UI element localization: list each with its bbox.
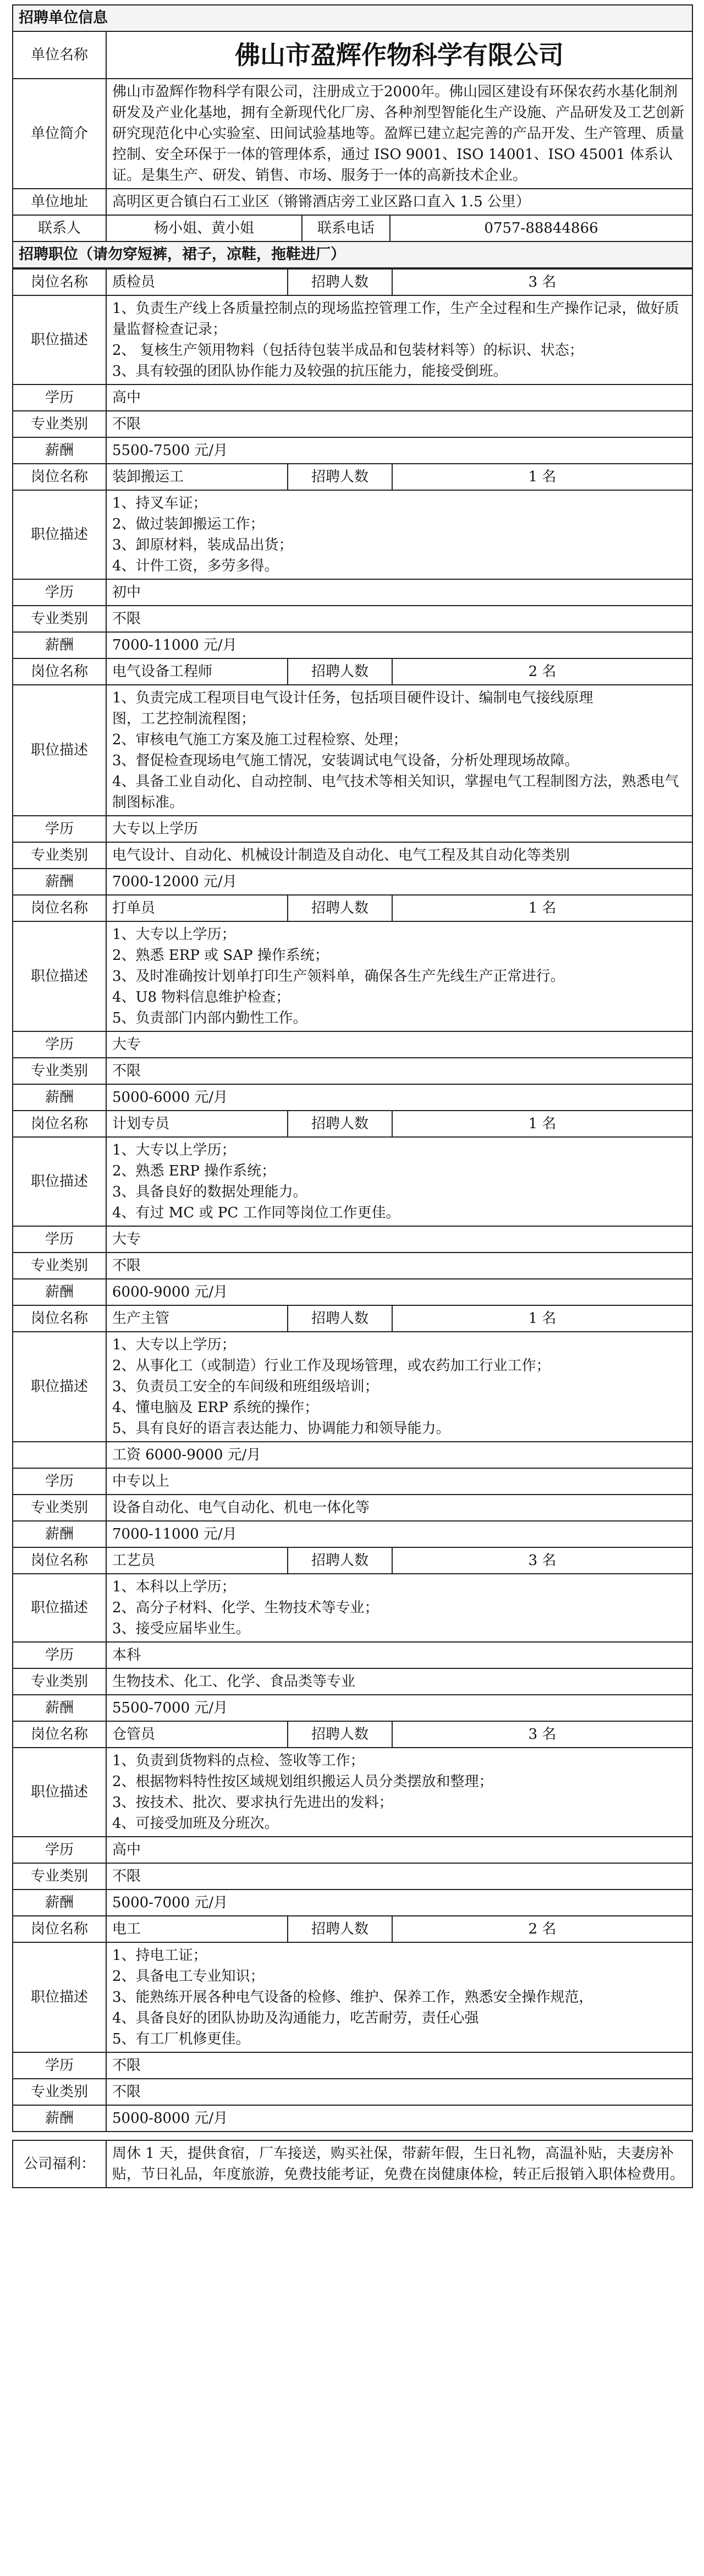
job-header-row — [13, 269, 692, 295]
job-desc-row — [13, 1942, 692, 2052]
count-label: 招聘人数 — [288, 269, 392, 295]
job-title: 生产主管 — [106, 1305, 288, 1332]
major-label: 专业类别 — [13, 411, 106, 437]
post-label: 岗位名称 — [13, 1305, 106, 1332]
salary-label: 薪酬 — [13, 869, 106, 895]
post-label: 岗位名称 — [13, 1721, 106, 1748]
recruitment-sheet — [12, 4, 692, 2188]
desc-line: 3、具备良好的数据处理能力。 — [112, 1184, 307, 1200]
job-description — [106, 685, 692, 816]
salary-label: 薪酬 — [13, 1279, 106, 1305]
job-description — [106, 490, 692, 579]
edu-label: 学历 — [13, 1837, 106, 1863]
benefits-label: 公司福利： — [13, 2140, 106, 2188]
job-count: 3 名 — [392, 269, 692, 295]
job-edu-row — [13, 1031, 692, 1058]
desc-line: 3、接受应届毕业生。 — [112, 1621, 250, 1637]
desc-line: 2、具备电工专业知识； — [112, 1968, 265, 1985]
desc-line: 4、U8 物料信息维护检查； — [112, 989, 290, 1006]
job-desc-row — [13, 1137, 692, 1226]
job-description — [106, 1574, 692, 1642]
desc-line: 1、大专以上学历； — [112, 1337, 236, 1353]
desc-line: 4、有过 MC 或 PC 工作同等岗位工作更佳。 — [112, 1205, 400, 1221]
job-description — [106, 1748, 692, 1837]
salary-label: 薪酬 — [13, 437, 106, 464]
salary-label: 薪酬 — [13, 1521, 106, 1547]
post-label: 岗位名称 — [13, 658, 106, 685]
job-major-row — [13, 1668, 692, 1695]
desc-line: 4、懂电脑及 ERP 系统的操作； — [112, 1399, 319, 1416]
desc-line: 4、可接受加班及分班次。 — [112, 1815, 279, 1832]
post-label: 岗位名称 — [13, 895, 106, 921]
desc-line: 2、 复核生产领用物料（包括待包装半成品和包装材料等）的标识、状态； — [112, 342, 584, 359]
major-label: 专业类别 — [13, 1863, 106, 1890]
desc-line: 2、高分子材料、化学、生物技术等专业； — [112, 1600, 379, 1616]
desc-line: 3、具有较强的团队协作能力及较强的抗压能力，能接受倒班。 — [112, 363, 508, 380]
desc-line: 3、及时准确按计划单打印生产领料单，确保各生产先线生产正常进行。 — [112, 968, 565, 985]
count-label: 招聘人数 — [288, 1305, 392, 1332]
job-education: 中专以上 — [106, 1468, 692, 1495]
major-label: 专业类别 — [13, 606, 106, 632]
company-intro-label: 单位简介 — [13, 79, 106, 189]
job-description — [106, 1332, 692, 1442]
job-salary-row — [13, 1521, 692, 1547]
salary-note-row — [13, 1442, 692, 1468]
edu-label: 学历 — [13, 579, 106, 606]
edu-label: 学历 — [13, 1226, 106, 1253]
job-education: 大专 — [106, 1226, 692, 1253]
job-description — [106, 1942, 692, 2052]
desc-line: 5、负责部门内部内勤性工作。 — [112, 1010, 307, 1026]
desc-line: 3、负责员工安全的车间级和班组级培训； — [112, 1378, 379, 1395]
job-education: 大专 — [106, 1031, 692, 1058]
benefits-text: 周休 1 天，提供食宿，厂车接送，购买社保，带薪年假，生日礼物，高温补贴，夫妻房补贴，节日礼品，年度旅游，免费技能考证，免费在岗健康体检，转正后报销入职体检费用。 — [106, 2140, 692, 2188]
job-title: 电气设备工程师 — [106, 658, 288, 685]
contact-person: 杨小姐、黄小姐 — [106, 215, 302, 241]
desc-line: 3、督促检查现场电气施工情况，安装调试电气设备，分析处理现场故障。 — [112, 753, 579, 769]
desc-line: 2、熟悉 ERP 操作系统； — [112, 1163, 276, 1179]
job-header-row — [13, 1721, 692, 1748]
desc-label: 职位描述 — [13, 1137, 106, 1226]
desc-line: 1、负责完成工程项目电气设计任务，包括项目硬件设计、编制电气接线原理 — [112, 690, 593, 706]
major-label: 专业类别 — [13, 1058, 106, 1084]
phone-label: 联系电话 — [302, 215, 390, 241]
count-label: 招聘人数 — [288, 464, 392, 490]
job-salary-row — [13, 632, 692, 658]
count-label: 招聘人数 — [288, 895, 392, 921]
job-salary: 5500-7000 元/月 — [106, 1695, 692, 1721]
job-count: 2 名 — [392, 1916, 692, 1942]
job-title: 工艺员 — [106, 1547, 288, 1574]
job-header-row — [13, 1916, 692, 1942]
desc-label: 职位描述 — [13, 490, 106, 579]
job-edu-row — [13, 1468, 692, 1495]
count-label: 招聘人数 — [288, 1721, 392, 1748]
job-edu-row — [13, 1226, 692, 1253]
salary-label: 薪酬 — [13, 2105, 106, 2132]
job-salary: 7000-11000 元/月 — [106, 1521, 692, 1547]
job-header-row — [13, 1547, 692, 1574]
desc-line: 4、计件工资，多劳多得。 — [112, 558, 279, 574]
company-name: 佛山市盈辉作物科学有限公司 — [106, 31, 692, 79]
job-salary-row — [13, 1890, 692, 1916]
job-salary: 7000-12000 元/月 — [106, 869, 692, 895]
job-major-row — [13, 1253, 692, 1279]
job-major: 不限 — [106, 1863, 692, 1890]
desc-line: 1、持叉车证； — [112, 495, 207, 512]
job-edu-row — [13, 816, 692, 842]
benefits-table — [12, 2140, 693, 2188]
job-edu-row — [13, 385, 692, 411]
major-label: 专业类别 — [13, 1253, 106, 1279]
desc-line: 1、持电工证； — [112, 1947, 207, 1964]
job-title: 装卸搬运工 — [106, 464, 288, 490]
job-count: 3 名 — [392, 1547, 692, 1574]
count-label: 招聘人数 — [288, 1111, 392, 1137]
job-description — [106, 921, 692, 1031]
salary-note: 工资 6000-9000 元/月 — [106, 1442, 692, 1468]
job-major-row — [13, 842, 692, 869]
job-major-row — [13, 1058, 692, 1084]
job-edu-row — [13, 2052, 692, 2079]
count-label: 招聘人数 — [288, 658, 392, 685]
job-edu-row — [13, 579, 692, 606]
job-education: 大专以上学历 — [106, 816, 692, 842]
edu-label: 学历 — [13, 1031, 106, 1058]
desc-line: 4、具备良好的团队协助及沟通能力，吃苦耐劳，责任心强 — [112, 2010, 479, 2026]
desc-label: 职位描述 — [13, 1332, 106, 1442]
edu-label: 学历 — [13, 2052, 106, 2079]
edu-label: 学历 — [13, 1642, 106, 1668]
desc-line: 3、能熟练开展各种电气设备的检修、维护、保养工作，熟悉安全操作规范， — [112, 1989, 593, 2006]
post-label: 岗位名称 — [13, 1547, 106, 1574]
job-description — [106, 1137, 692, 1226]
job-major: 不限 — [106, 606, 692, 632]
job-title: 打单员 — [106, 895, 288, 921]
salary-label: 薪酬 — [13, 632, 106, 658]
jobs-table — [12, 268, 693, 2132]
job-salary-row — [13, 1695, 692, 1721]
job-count: 1 名 — [392, 1111, 692, 1137]
salary-note-spacer — [13, 1442, 106, 1468]
job-salary: 6000-9000 元/月 — [106, 1279, 692, 1305]
job-education: 不限 — [106, 2052, 692, 2079]
job-desc-row — [13, 295, 692, 385]
job-major: 不限 — [106, 2079, 692, 2105]
desc-line: 5、有工厂机修更佳。 — [112, 2031, 250, 2047]
desc-line: 2、做过装卸搬运工作； — [112, 516, 265, 532]
job-header-row — [13, 895, 692, 921]
section-title-jobs: 招聘职位（请勿穿短裤，裙子，凉鞋，拖鞋进厂） — [13, 241, 692, 268]
contact-label: 联系人 — [13, 215, 106, 241]
section-title-company: 招聘单位信息 — [13, 5, 692, 31]
desc-line: 1、大专以上学历； — [112, 926, 236, 943]
desc-line: 1、负责到货物料的点检、签收等工作； — [112, 1753, 365, 1769]
job-edu-row — [13, 1837, 692, 1863]
job-desc-row — [13, 921, 692, 1031]
desc-label: 职位描述 — [13, 921, 106, 1031]
edu-label: 学历 — [13, 385, 106, 411]
desc-label: 职位描述 — [13, 1942, 106, 2052]
job-major-row — [13, 2079, 692, 2105]
company-name-label: 单位名称 — [13, 31, 106, 79]
job-count: 2 名 — [392, 658, 692, 685]
job-salary: 7000-11000 元/月 — [106, 632, 692, 658]
salary-label: 薪酬 — [13, 1084, 106, 1111]
job-major: 生物技术、化工、化学、食品类等专业 — [106, 1668, 692, 1695]
job-major: 设备自动化、电气自动化、机电一体化等 — [106, 1495, 692, 1521]
job-major-row — [13, 606, 692, 632]
job-title: 质检员 — [106, 269, 288, 295]
job-header-row — [13, 658, 692, 685]
job-salary-row — [13, 1279, 692, 1305]
job-count: 3 名 — [392, 1721, 692, 1748]
job-salary-row — [13, 437, 692, 464]
edu-label: 学历 — [13, 816, 106, 842]
desc-line: 2、从事化工（或制造）行业工作及现场管理，或农药加工行业工作； — [112, 1358, 551, 1374]
major-label: 专业类别 — [13, 1668, 106, 1695]
desc-line: 4、具备工业自动化、自动控制、电气技术等相关知识，掌握电气工程制图方法，熟悉电气制图标准。 — [112, 773, 679, 811]
desc-line: 2、熟悉 ERP 或 SAP 操作系统； — [112, 947, 329, 964]
desc-line: 5、具有良好的语言表达能力、协调能力和领导能力。 — [112, 1420, 450, 1437]
job-education: 初中 — [106, 579, 692, 606]
job-education: 高中 — [106, 1837, 692, 1863]
desc-label: 职位描述 — [13, 1574, 106, 1642]
job-count: 1 名 — [392, 895, 692, 921]
desc-label: 职位描述 — [13, 1748, 106, 1837]
company-intro: 佛山市盈辉作物科学有限公司，注册成立于2000年。佛山园区建设有环保农药水基化制剂研发及产业化基地，拥有全新现代化厂房、各种剂型智能化生产设施、产品研发及工艺创新研究现范化中心实验室、田间试验基地等。盈辉已建立起完善的产品开发、生产管理、质量控制、安全环保于一体的管理体系，通过 ISO 9001、ISO 14001、ISO 45001 体系认证。是集生产、研发、销售、市场、服务于一体的高新技术企业。 — [106, 79, 692, 189]
company-info-table — [12, 4, 693, 268]
job-desc-row — [13, 490, 692, 579]
job-desc-row — [13, 1332, 692, 1442]
desc-line: 1、负责生产线上各质量控制点的现场监控管理工作，生产全过程和生产操作记录，做好质量监督检查记录； — [112, 300, 679, 338]
major-label: 专业类别 — [13, 842, 106, 869]
desc-line: 图，工艺控制流程图； — [112, 711, 256, 727]
job-major: 电气设计、自动化、机械设计制造及自动化、电气工程及其自动化等类别 — [106, 842, 692, 869]
job-edu-row — [13, 1642, 692, 1668]
desc-line: 2、审核电气施工方案及施工过程检察、处理； — [112, 732, 408, 748]
post-label: 岗位名称 — [13, 1111, 106, 1137]
post-label: 岗位名称 — [13, 464, 106, 490]
post-label: 岗位名称 — [13, 1916, 106, 1942]
major-label: 专业类别 — [13, 2079, 106, 2105]
job-major: 不限 — [106, 1058, 692, 1084]
job-desc-row — [13, 1574, 692, 1642]
job-salary-row — [13, 869, 692, 895]
job-salary-row — [13, 2105, 692, 2132]
job-title: 计划专员 — [106, 1111, 288, 1137]
job-title: 仓管员 — [106, 1721, 288, 1748]
desc-line: 3、卸原材料，装成品出货； — [112, 537, 293, 553]
contact-phone: 0757-88844866 — [390, 215, 692, 241]
count-label: 招聘人数 — [288, 1547, 392, 1574]
salary-label: 薪酬 — [13, 1695, 106, 1721]
job-salary: 5000-6000 元/月 — [106, 1084, 692, 1111]
job-count: 1 名 — [392, 1305, 692, 1332]
post-label: 岗位名称 — [13, 269, 106, 295]
desc-label: 职位描述 — [13, 685, 106, 816]
job-education: 本科 — [106, 1642, 692, 1668]
job-desc-row — [13, 1748, 692, 1837]
job-major-row — [13, 1863, 692, 1890]
job-salary: 5500-7500 元/月 — [106, 437, 692, 464]
job-salary-row — [13, 1084, 692, 1111]
job-salary: 5000-7000 元/月 — [106, 1890, 692, 1916]
salary-label: 薪酬 — [13, 1890, 106, 1916]
job-major: 不限 — [106, 1253, 692, 1279]
job-desc-row — [13, 685, 692, 816]
job-header-row — [13, 1305, 692, 1332]
desc-line: 2、根据物料特性按区域规划组织搬运人员分类摆放和整理； — [112, 1773, 493, 1790]
company-address: 高明区更合镇白石工业区（锵锵酒店旁工业区路口直入 1.5 公里） — [106, 189, 692, 215]
job-education: 高中 — [106, 385, 692, 411]
major-label: 专业类别 — [13, 1495, 106, 1521]
edu-label: 学历 — [13, 1468, 106, 1495]
job-major: 不限 — [106, 411, 692, 437]
desc-line: 3、按技术、批次、要求执行先进出的发料； — [112, 1794, 393, 1811]
count-label: 招聘人数 — [288, 1916, 392, 1942]
desc-line: 1、大专以上学历； — [112, 1142, 236, 1158]
job-salary: 5000-8000 元/月 — [106, 2105, 692, 2132]
job-description — [106, 295, 692, 385]
job-title: 电工 — [106, 1916, 288, 1942]
job-major-row — [13, 411, 692, 437]
job-count: 1 名 — [392, 464, 692, 490]
desc-line: 1、本科以上学历； — [112, 1579, 236, 1595]
job-major-row — [13, 1495, 692, 1521]
job-header-row — [13, 1111, 692, 1137]
job-header-row — [13, 464, 692, 490]
company-address-label: 单位地址 — [13, 189, 106, 215]
desc-label: 职位描述 — [13, 295, 106, 385]
